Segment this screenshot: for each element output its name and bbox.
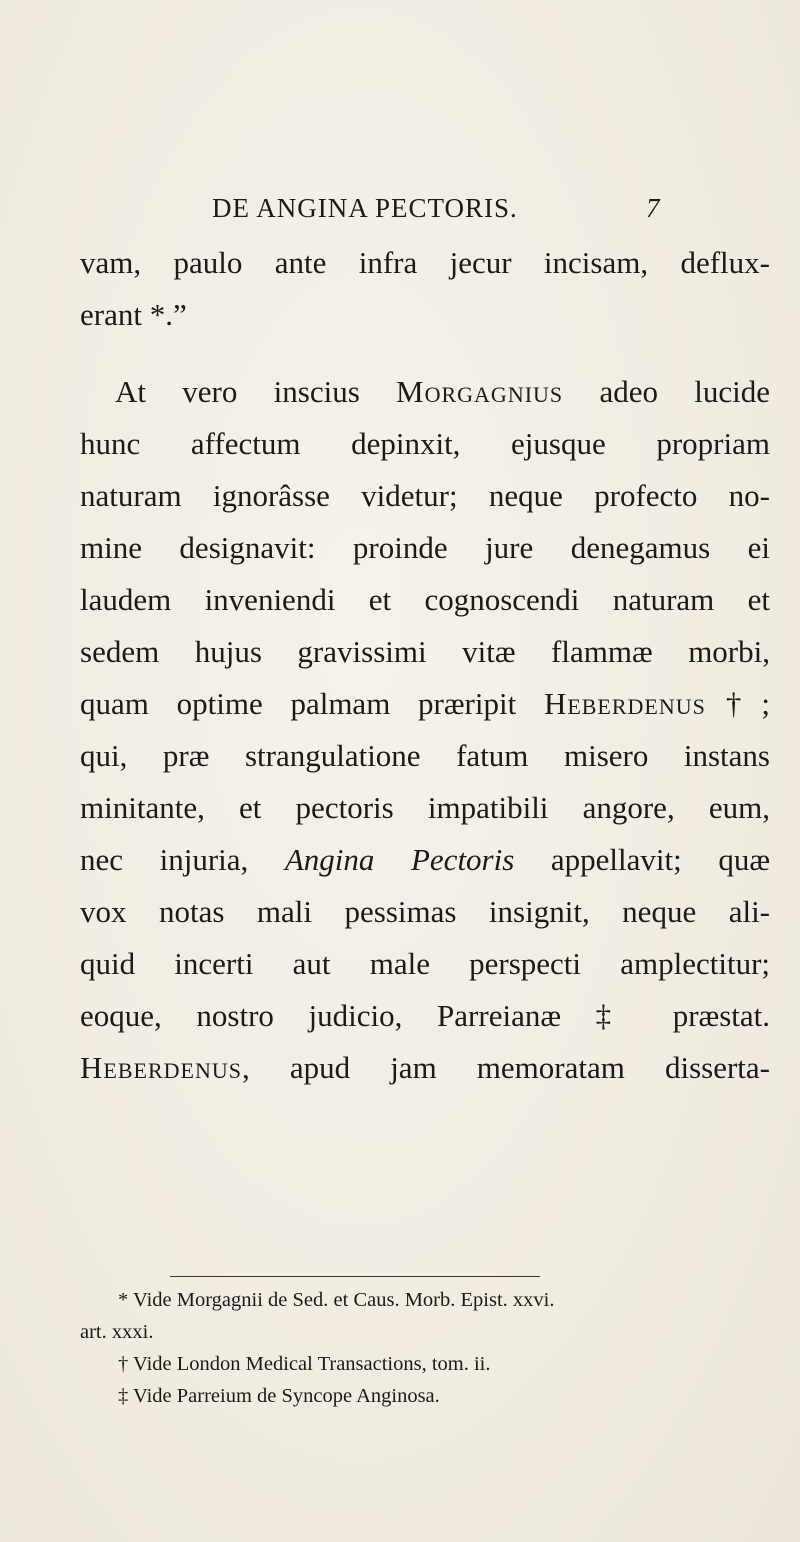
- text-line: mine designavit: proinde jure denegamus ei: [80, 530, 770, 565]
- author-name: Heberdenus: [80, 1050, 242, 1085]
- text-run: nec injuria,: [80, 842, 285, 877]
- footnote-line: ‡ Vide Parreium de Syncope Anginosa.: [118, 1385, 440, 1407]
- footnote-line: art. xxxi.: [80, 1321, 154, 1343]
- paragraph-gap: [80, 341, 770, 366]
- text-line: laudem inveniendi et cognoscendi naturam et: [80, 582, 770, 617]
- footnote-line: * Vide Morgagnii de Sed. et Caus. Morb. Epist. xxvi.: [118, 1289, 555, 1311]
- text-line: eoque, nostro judicio, Parreianæ ‡ præstat.: [80, 998, 770, 1033]
- page-number: 7: [646, 193, 660, 223]
- text-line: sedem hujus gravissimi vitæ flammæ morbi,: [80, 634, 770, 669]
- text-line: hunc affectum depinxit, ejusque propriam: [80, 426, 770, 461]
- text-line: qui, præ strangulatione fatum misero instans: [80, 738, 770, 773]
- text-line: [80, 366, 770, 418]
- text-run: appellavit; quæ: [514, 842, 770, 877]
- body-text: [80, 237, 770, 1094]
- text-run: adeo lucide: [563, 374, 770, 409]
- text-line: vam, paulo ante infra jecur incisam, deflux-: [80, 245, 770, 280]
- text-line: erant *.”: [80, 297, 187, 332]
- text-line: [80, 834, 770, 886]
- footnotes: [80, 1284, 770, 1412]
- text-line: quid incerti aut male perspecti amplectitur;: [80, 946, 770, 981]
- text-line: [80, 1042, 770, 1094]
- text-line: vox notas mali pessimas insignit, neque ali-: [80, 894, 770, 929]
- text-line: minitante, et pectoris impatibili angore, eum,: [80, 790, 770, 825]
- footnote-rule: [170, 1276, 540, 1277]
- text-line: naturam ignorâsse videtur; neque profecto no-: [80, 478, 770, 513]
- text-line: [80, 678, 770, 730]
- footnote-line: † Vide London Medical Transactions, tom. ii.: [118, 1353, 491, 1375]
- author-name: Heberdenus: [543, 686, 706, 721]
- running-title: DE ANGINA PECTORIS.: [212, 193, 518, 223]
- text-run: †;: [705, 686, 770, 721]
- text-run: quam optime palmam præripit: [80, 686, 544, 721]
- disease-title: Angina Pectoris: [284, 842, 515, 877]
- text-run: At vero inscius: [115, 374, 397, 409]
- author-name: Morgagnius: [396, 374, 564, 409]
- text-run: , apud jam memoratam disserta-: [241, 1050, 770, 1085]
